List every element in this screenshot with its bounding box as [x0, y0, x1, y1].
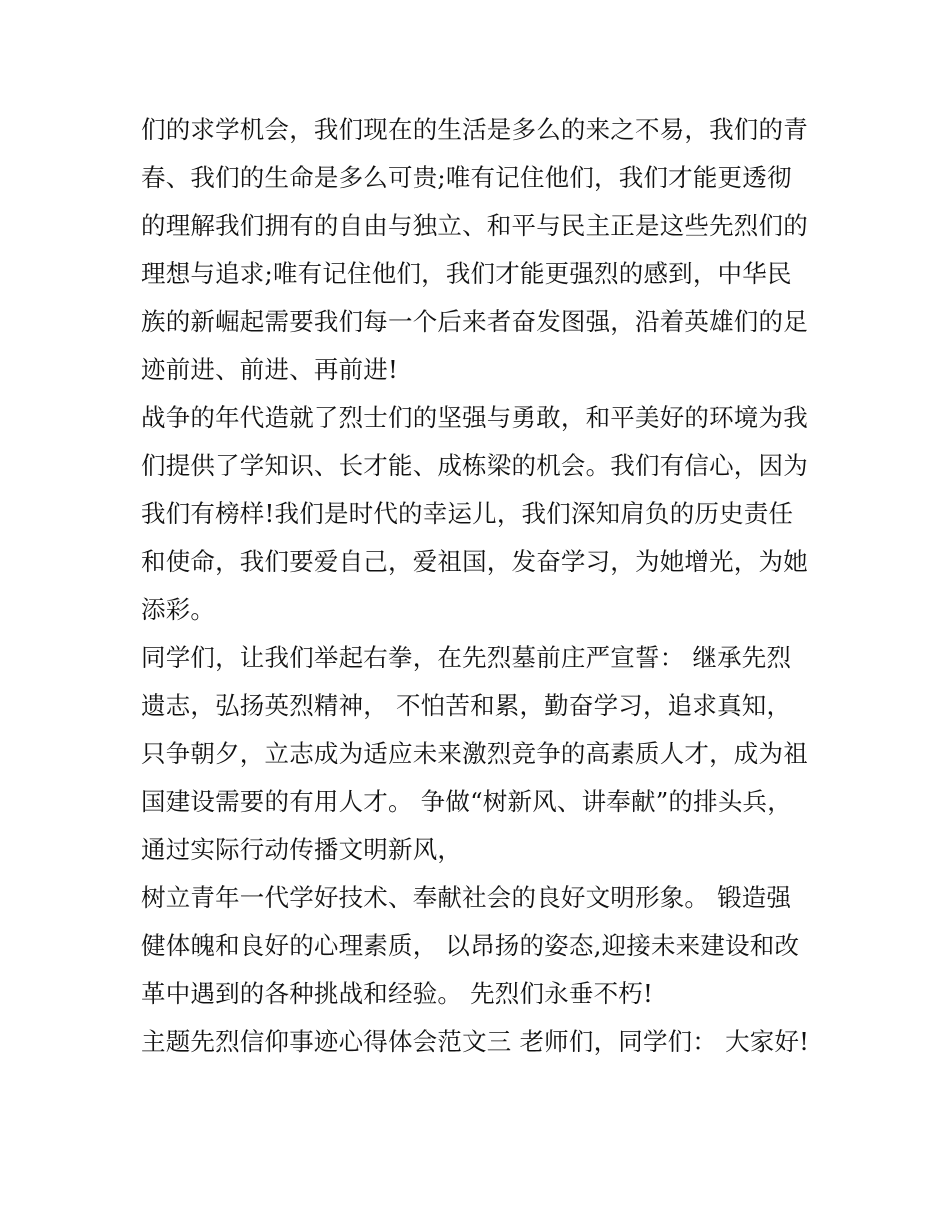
text-line: 族的新崛起需要我们每一个后来者奋发图强，沿着英雄们的足 — [141, 307, 808, 336]
text-line: 战争的年代造就了烈士们的坚强与勇敢，和平美好的环境为我 — [141, 403, 808, 432]
text-line: 革中遇到的各种挑战和经验。 先烈们永垂不朽! — [141, 979, 654, 1008]
text-line: 国建设需要的有用人才。 争做“树新风、讲奉献”的排头兵， — [141, 787, 792, 816]
text-line: 树立青年一代学好技术、奉献社会的良好文明形象。 锻造强 — [141, 883, 792, 912]
text-line: 迹前进、前进、再前进! — [141, 355, 399, 384]
text-line: 理想与追求;唯有记住他们，我们才能更强烈的感到，中华民 — [141, 259, 792, 288]
text-line: 只争朝夕，立志成为适应未来激烈竞争的高素质人才，成为祖 — [141, 739, 808, 768]
text-line: 和使命，我们要爱自己，爱祖国，发奋学习，为她增光，为她 — [141, 547, 808, 576]
text-line: 们的求学机会，我们现在的生活是多么的来之不易，我们的青 — [141, 115, 808, 144]
text-line: 遗志，弘扬英烈精神， 不怕苦和累，勤奋学习，追求真知， — [141, 691, 792, 720]
text-line: 健体魄和良好的心理素质， 以昂扬的姿态,迎接未来建设和改 — [141, 931, 800, 960]
text-line: 的理解我们拥有的自由与独立、和平与民主正是这些先烈们的 — [141, 211, 808, 240]
text-line: 通过实际行动传播文明新风， — [141, 835, 463, 864]
body-text — [141, 106, 831, 1066]
text-line: 同学们，让我们举起右拳，在先烈墓前庄严宣誓： 继承先烈 — [141, 643, 792, 672]
text-line: 春、我们的生命是多么可贵;唯有记住他们，我们才能更透彻 — [141, 163, 792, 192]
text-line: 添彩。 — [141, 595, 216, 624]
text-line: 我们有榜样!我们是时代的幸运儿，我们深知肩负的历史责任 — [141, 499, 794, 528]
text-line: 们提供了学知识、长才能、成栋梁的机会。我们有信心，因为 — [141, 451, 808, 480]
text-line: 主题先烈信仰事迹心得体会范文三 老师们，同学们： 大家好! — [141, 1027, 810, 1056]
